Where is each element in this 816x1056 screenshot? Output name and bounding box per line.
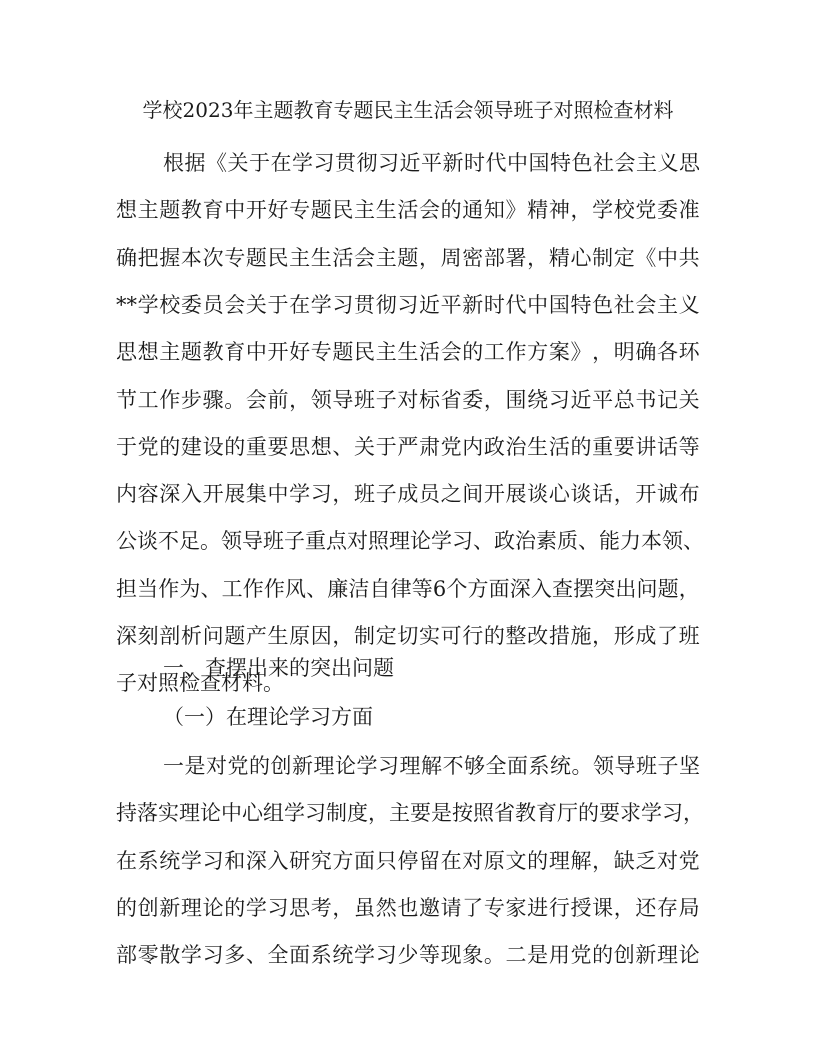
intro-line: 想 主 题 教 育 中 开 好 专 题 民 主 生 活 会 的 通 知 》 精 神 ， 学 校 党 委 准 xyxy=(116,198,700,223)
intro-line: 内 容 深 入 开 展 集 中 学 习 ， 班 子 成 员 之 间 开 展 谈 心 谈 话 ， 开 诚 布 xyxy=(116,482,700,507)
document-title: 学校2023年主题教育专题民主生活会领导班子对照检查材料 xyxy=(142,98,674,122)
section-heading: 一、查摆出来的突出问题 xyxy=(163,656,394,680)
body-line: 一 是 对 党 的 创 新 理 论 学 习 理 解 不 够 全 面 系 统 。 领 导 班 子 坚 xyxy=(163,754,700,778)
intro-line: 深 刻 剖 析 问 题 产 生 原 因 ， 制 定 切 实 可 行 的 整 改 措 施 ， 形 成 了 班 xyxy=(116,624,700,648)
intro-line: 节 工 作 步 骤 。 会 前 ， 领 导 班 子 对 标 省 委 ， 围 绕 习 近 平 总 书 记 关 xyxy=(116,387,700,412)
intro-line: 于 党 的 建 设 的 重 要 思 想 、 关 于 严 肃 党 内 政 治 生 活 的 重 要 讲 话 等 xyxy=(116,434,700,459)
body-line: 的 创 新 理 论 的 学 习 思 考 ， 虽 然 也 邀 请 了 专 家 进 行 授 课 ， 还 存 局 xyxy=(116,895,700,920)
body-line: 持 落 实 理 论 中 心 组 学 习 制 度 ， 主 要 是 按 照 省 教 育 厅 的 要 求 学 习 ， xyxy=(116,801,704,826)
intro-line: 子对照检查材料。 xyxy=(116,671,284,696)
subsection-heading: （一）在理论学习方面 xyxy=(163,705,373,729)
intro-line: 公 谈 不 足 。 领 导 班 子 重 点 对 照 理 论 学 习 、 政 治 素 质 、 能 力 本 领 、 xyxy=(116,529,704,554)
body-line: 部 零 散 学 习 多 、 全 面 系 统 学 习 少 等 现 象 。 二 是 用 党 的 创 新 理 论 xyxy=(116,943,700,968)
body-line: 在 系 统 学 习 和 深 入 研 究 方 面 只 停 留 在 对 原 文 的 理 解 ， 缺 乏 对 党 xyxy=(116,848,700,873)
intro-line: ** 学 校 委 员 会 关 于 在 学 习 贯 彻 习 近 平 新 时 代 中 国 特 色 社 会 主 义 xyxy=(116,292,700,317)
intro-line: 担 当 作 为 、 工 作 作 风 、 廉 洁 自 律 等 6 个 方 面 深 入 查 摆 突 出 问 题 ， xyxy=(116,576,700,601)
intro-line: 思 想 主 题 教 育 中 开 好 专 题 民 主 生 活 会 的 工 作 方 案 》 ， 明 确 各 环 xyxy=(116,340,700,365)
intro-line: 确 把 握 本 次 专 题 民 主 生 活 会 主 题 ， 周 密 部 署 ， 精 心 制 定 《 中 共 xyxy=(116,245,700,270)
intro-line: 根 据 《 关 于 在 学 习 贯 彻 习 近 平 新 时 代 中 国 特 色 社 会 主 义 思 xyxy=(163,151,700,175)
